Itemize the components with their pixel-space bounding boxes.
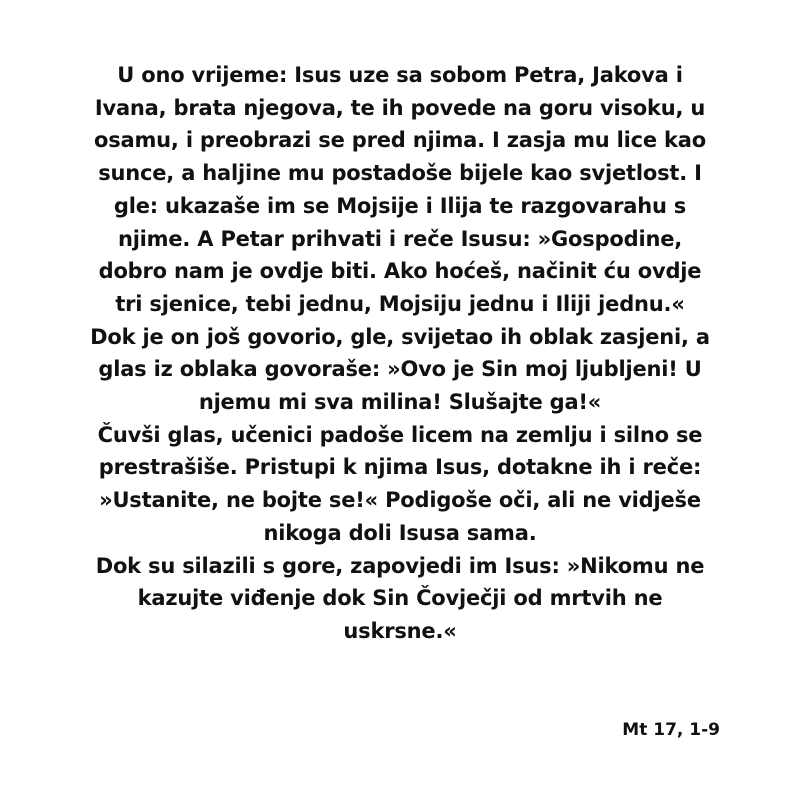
passage-line: kazujte viđenje dok Sin Čovječji od mrtvih ne [137, 586, 663, 611]
passage-line: sunce, a haljine mu postadoše bijele kao svjetlost. I [98, 161, 702, 186]
passage-line: uskrsne.« [343, 618, 457, 643]
passage-line: Čuvši glas, učenici padoše licem na zemlju i silno se [97, 422, 703, 447]
passage-line: Dok su silazili s gore, zapovjedi im Isus: »Nikomu ne [95, 553, 705, 578]
passage-line: glas iz oblaka govoraše: »Ovo je Sin moj ljubljeni! U [98, 357, 702, 382]
passage-line: prestrašiše. Pristupi k njima Isus, dotakne ih i reče: [98, 455, 702, 480]
gospel-passage [60, 59, 740, 648]
passage-line: tri sjenice, tebi jednu, Mojsiju jednu i Iliji jednu.« [115, 291, 685, 316]
passage-line: njime. A Petar prihvati i reče Isusu: »Gospodine, [117, 226, 683, 251]
passage-line: »Ustanite, ne bojte se!« Podigoše oči, ali ne vidješe [99, 488, 701, 513]
passage-line: osamu, i preobrazi se pred njima. I zasja mu lice kao [94, 128, 706, 153]
passage-line: Ivana, brata njegova, te ih povede na goru visoku, u [94, 95, 706, 120]
passage-line: nikoga doli Isusa sama. [263, 520, 537, 545]
passage-line: gle: ukazaše im se Mojsije i Ilija te razgovarahu s [113, 193, 687, 218]
passage-line: Dok je on još govorio, gle, svijetao ih oblak zasjeni, a [90, 324, 710, 349]
scripture-reference: Mt 17, 1-9 [622, 720, 720, 740]
passage-line: U ono vrijeme: Isus uze sa sobom Petra, Jakova i [117, 63, 683, 87]
passage-line: njemu mi sva milina! Slušajte ga!« [198, 390, 602, 415]
passage-line: dobro nam je ovdje biti. Ako hoćeš, načinit ću ovdje [98, 259, 702, 284]
